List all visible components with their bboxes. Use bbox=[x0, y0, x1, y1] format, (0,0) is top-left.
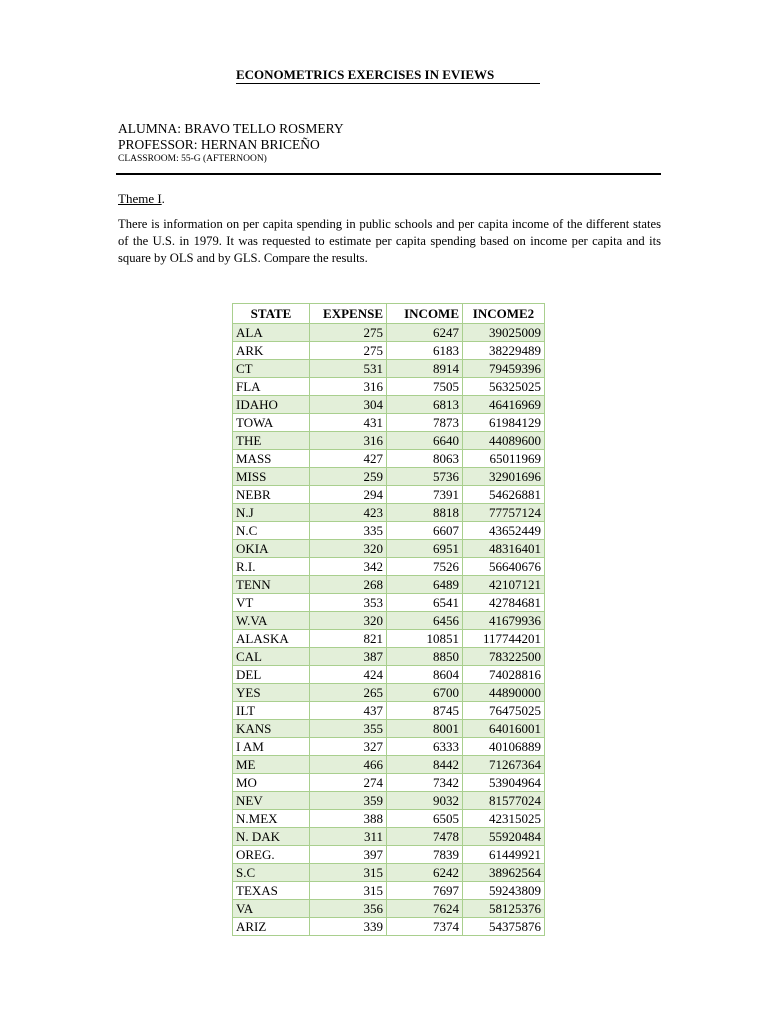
cell-state: OKIA bbox=[233, 540, 310, 558]
cell-income: 10851 bbox=[387, 630, 463, 648]
table-row bbox=[233, 396, 545, 414]
cell-state: DEL bbox=[233, 666, 310, 684]
cell-expense: 259 bbox=[310, 468, 387, 486]
cell-income: 6813 bbox=[387, 396, 463, 414]
cell-state: N.C bbox=[233, 522, 310, 540]
cell-state: N.MEX bbox=[233, 810, 310, 828]
cell-state: S.C bbox=[233, 864, 310, 882]
table-row bbox=[233, 414, 545, 432]
table-header-row bbox=[233, 304, 545, 324]
cell-expense: 268 bbox=[310, 576, 387, 594]
table-row bbox=[233, 378, 545, 396]
cell-expense: 311 bbox=[310, 828, 387, 846]
cell-state: ALASKA bbox=[233, 630, 310, 648]
table-row bbox=[233, 324, 545, 342]
table-row bbox=[233, 612, 545, 630]
cell-income2: 117744201 bbox=[463, 630, 545, 648]
cell-income2: 78322500 bbox=[463, 648, 545, 666]
cell-state: ARIZ bbox=[233, 918, 310, 936]
column-header-income2: INCOME2 bbox=[463, 304, 545, 324]
theme-suffix: . bbox=[161, 191, 165, 206]
cell-expense: 342 bbox=[310, 558, 387, 576]
table-row bbox=[233, 846, 545, 864]
cell-expense: 316 bbox=[310, 432, 387, 450]
theme-heading bbox=[118, 191, 165, 207]
cell-income2: 55920484 bbox=[463, 828, 545, 846]
classroom-info: CLASSROOM: 55-G (AFTERNOON) bbox=[118, 154, 267, 164]
cell-expense: 821 bbox=[310, 630, 387, 648]
cell-income: 7374 bbox=[387, 918, 463, 936]
cell-state: MO bbox=[233, 774, 310, 792]
table-row bbox=[233, 720, 545, 738]
cell-income2: 38962564 bbox=[463, 864, 545, 882]
column-header-income: INCOME bbox=[387, 304, 463, 324]
cell-income: 7873 bbox=[387, 414, 463, 432]
cell-expense: 316 bbox=[310, 378, 387, 396]
table-row bbox=[233, 666, 545, 684]
cell-income2: 77757124 bbox=[463, 504, 545, 522]
cell-expense: 423 bbox=[310, 504, 387, 522]
cell-income2: 42107121 bbox=[463, 576, 545, 594]
page-title: ECONOMETRICS EXERCISES IN EVIEWS bbox=[236, 67, 495, 82]
table-row bbox=[233, 594, 545, 612]
cell-income: 6247 bbox=[387, 324, 463, 342]
cell-expense: 353 bbox=[310, 594, 387, 612]
cell-income: 7505 bbox=[387, 378, 463, 396]
cell-income2: 54375876 bbox=[463, 918, 545, 936]
cell-state: NEBR bbox=[233, 486, 310, 504]
cell-expense: 397 bbox=[310, 846, 387, 864]
table-row bbox=[233, 702, 545, 720]
cell-income2: 65011969 bbox=[463, 450, 545, 468]
cell-income: 7342 bbox=[387, 774, 463, 792]
cell-state: N.J bbox=[233, 504, 310, 522]
cell-income2: 44890000 bbox=[463, 684, 545, 702]
cell-income2: 32901696 bbox=[463, 468, 545, 486]
table-row bbox=[233, 450, 545, 468]
cell-expense: 356 bbox=[310, 900, 387, 918]
cell-income2: 61984129 bbox=[463, 414, 545, 432]
cell-state: MASS bbox=[233, 450, 310, 468]
cell-expense: 265 bbox=[310, 684, 387, 702]
cell-expense: 339 bbox=[310, 918, 387, 936]
cell-income: 6541 bbox=[387, 594, 463, 612]
table-row bbox=[233, 918, 545, 936]
table-row bbox=[233, 576, 545, 594]
table-body bbox=[233, 324, 545, 936]
cell-state: ARK bbox=[233, 342, 310, 360]
cell-expense: 531 bbox=[310, 360, 387, 378]
cell-expense: 274 bbox=[310, 774, 387, 792]
cell-state: TOWA bbox=[233, 414, 310, 432]
cell-income2: 44089600 bbox=[463, 432, 545, 450]
table-row bbox=[233, 774, 545, 792]
cell-expense: 294 bbox=[310, 486, 387, 504]
table-row bbox=[233, 504, 545, 522]
table-row bbox=[233, 792, 545, 810]
exercise-description: There is information on per capita spending in public schools and per capita income of the different states of the U.S. in 1979. It was requested to estimate per capita spending based on income per capita and its square by OLS and by GLS. Compare the results. bbox=[118, 217, 661, 265]
cell-income2: 46416969 bbox=[463, 396, 545, 414]
table-row bbox=[233, 810, 545, 828]
cell-income: 6505 bbox=[387, 810, 463, 828]
cell-expense: 431 bbox=[310, 414, 387, 432]
table-row bbox=[233, 648, 545, 666]
cell-income2: 56325025 bbox=[463, 378, 545, 396]
cell-state: ILT bbox=[233, 702, 310, 720]
cell-income2: 61449921 bbox=[463, 846, 545, 864]
cell-income: 8063 bbox=[387, 450, 463, 468]
cell-income: 7697 bbox=[387, 882, 463, 900]
cell-income: 8745 bbox=[387, 702, 463, 720]
cell-expense: 424 bbox=[310, 666, 387, 684]
cell-state: W.VA bbox=[233, 612, 310, 630]
cell-income: 7391 bbox=[387, 486, 463, 504]
cell-income2: 74028816 bbox=[463, 666, 545, 684]
cell-income: 6242 bbox=[387, 864, 463, 882]
cell-income: 6333 bbox=[387, 738, 463, 756]
cell-income: 7526 bbox=[387, 558, 463, 576]
cell-income2: 48316401 bbox=[463, 540, 545, 558]
cell-income2: 38229489 bbox=[463, 342, 545, 360]
cell-income2: 58125376 bbox=[463, 900, 545, 918]
cell-income2: 81577024 bbox=[463, 792, 545, 810]
cell-state: YES bbox=[233, 684, 310, 702]
cell-income: 6640 bbox=[387, 432, 463, 450]
cell-expense: 437 bbox=[310, 702, 387, 720]
cell-state: TENN bbox=[233, 576, 310, 594]
cell-income: 8442 bbox=[387, 756, 463, 774]
cell-income: 6951 bbox=[387, 540, 463, 558]
cell-state: NEV bbox=[233, 792, 310, 810]
table-row bbox=[233, 360, 545, 378]
cell-income2: 42315025 bbox=[463, 810, 545, 828]
cell-expense: 320 bbox=[310, 612, 387, 630]
cell-state: TEXAS bbox=[233, 882, 310, 900]
cell-expense: 335 bbox=[310, 522, 387, 540]
cell-income: 7839 bbox=[387, 846, 463, 864]
cell-state: ME bbox=[233, 756, 310, 774]
table-row bbox=[233, 630, 545, 648]
cell-income2: 43652449 bbox=[463, 522, 545, 540]
cell-expense: 359 bbox=[310, 792, 387, 810]
cell-state: THE bbox=[233, 432, 310, 450]
cell-state: KANS bbox=[233, 720, 310, 738]
cell-income: 8914 bbox=[387, 360, 463, 378]
table-row bbox=[233, 342, 545, 360]
cell-expense: 315 bbox=[310, 882, 387, 900]
cell-state: CAL bbox=[233, 648, 310, 666]
cell-income: 6489 bbox=[387, 576, 463, 594]
cell-income2: 41679936 bbox=[463, 612, 545, 630]
cell-state: N. DAK bbox=[233, 828, 310, 846]
table-row bbox=[233, 432, 545, 450]
cell-income: 6456 bbox=[387, 612, 463, 630]
table-row bbox=[233, 486, 545, 504]
cell-income2: 53904964 bbox=[463, 774, 545, 792]
cell-income: 6183 bbox=[387, 342, 463, 360]
cell-income2: 54626881 bbox=[463, 486, 545, 504]
cell-income2: 64016001 bbox=[463, 720, 545, 738]
header-divider bbox=[116, 173, 661, 175]
cell-state: IDAHO bbox=[233, 396, 310, 414]
cell-income: 8604 bbox=[387, 666, 463, 684]
cell-income: 6700 bbox=[387, 684, 463, 702]
cell-income: 7624 bbox=[387, 900, 463, 918]
cell-state: OREG. bbox=[233, 846, 310, 864]
cell-income: 9032 bbox=[387, 792, 463, 810]
table-row bbox=[233, 522, 545, 540]
column-header-expense: EXPENSE bbox=[310, 304, 387, 324]
cell-state: ALA bbox=[233, 324, 310, 342]
cell-state: VA bbox=[233, 900, 310, 918]
cell-state: VT bbox=[233, 594, 310, 612]
data-table bbox=[232, 303, 545, 936]
cell-expense: 327 bbox=[310, 738, 387, 756]
cell-state: CT bbox=[233, 360, 310, 378]
cell-expense: 275 bbox=[310, 324, 387, 342]
cell-income: 7478 bbox=[387, 828, 463, 846]
theme-label: Theme I bbox=[118, 191, 162, 206]
cell-expense: 387 bbox=[310, 648, 387, 666]
cell-income: 6607 bbox=[387, 522, 463, 540]
cell-expense: 355 bbox=[310, 720, 387, 738]
cell-income2: 59243809 bbox=[463, 882, 545, 900]
cell-state: I AM bbox=[233, 738, 310, 756]
cell-income2: 79459396 bbox=[463, 360, 545, 378]
cell-income: 5736 bbox=[387, 468, 463, 486]
cell-income2: 71267364 bbox=[463, 756, 545, 774]
table-row bbox=[233, 882, 545, 900]
cell-expense: 275 bbox=[310, 342, 387, 360]
cell-income: 8818 bbox=[387, 504, 463, 522]
cell-expense: 427 bbox=[310, 450, 387, 468]
cell-income2: 56640676 bbox=[463, 558, 545, 576]
column-header-state: STATE bbox=[233, 304, 310, 324]
table-row bbox=[233, 864, 545, 882]
table-row bbox=[233, 684, 545, 702]
cell-income2: 76475025 bbox=[463, 702, 545, 720]
cell-state: FLA bbox=[233, 378, 310, 396]
cell-expense: 304 bbox=[310, 396, 387, 414]
cell-income: 8001 bbox=[387, 720, 463, 738]
cell-expense: 315 bbox=[310, 864, 387, 882]
table-row bbox=[233, 558, 545, 576]
cell-state: MISS bbox=[233, 468, 310, 486]
title-underline bbox=[236, 83, 540, 84]
table-row bbox=[233, 900, 545, 918]
cell-expense: 320 bbox=[310, 540, 387, 558]
student-name: ALUMNA: BRAVO TELLO ROSMERY bbox=[118, 121, 344, 136]
table-row bbox=[233, 828, 545, 846]
cell-income: 8850 bbox=[387, 648, 463, 666]
table-row bbox=[233, 738, 545, 756]
cell-expense: 388 bbox=[310, 810, 387, 828]
cell-expense: 466 bbox=[310, 756, 387, 774]
cell-income2: 40106889 bbox=[463, 738, 545, 756]
cell-income2: 39025009 bbox=[463, 324, 545, 342]
cell-income2: 42784681 bbox=[463, 594, 545, 612]
table-row bbox=[233, 468, 545, 486]
table-row bbox=[233, 756, 545, 774]
table-row bbox=[233, 540, 545, 558]
cell-state: R.I. bbox=[233, 558, 310, 576]
professor-name: PROFESSOR: HERNAN BRICEÑO bbox=[118, 137, 320, 152]
